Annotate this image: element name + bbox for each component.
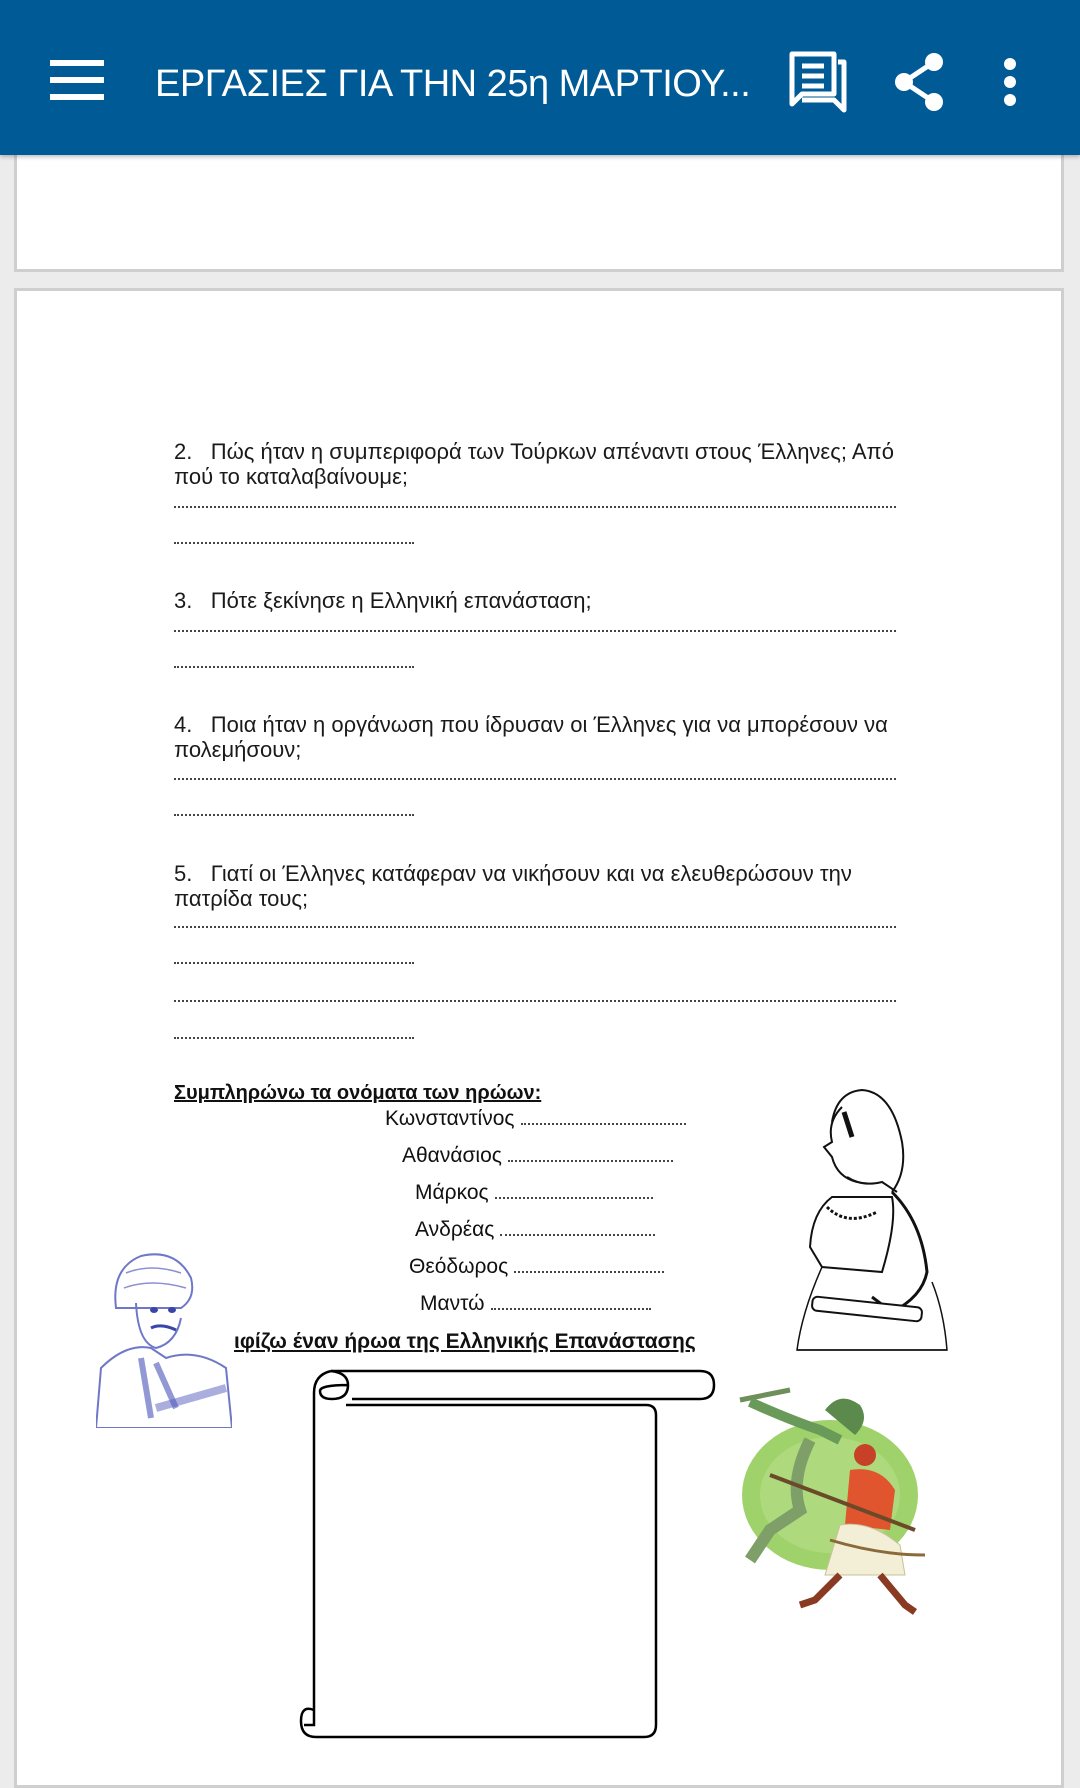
answer-line[interactable]	[174, 774, 896, 780]
question-number: 3.	[174, 588, 193, 613]
name-label: Μάρκος	[415, 1181, 489, 1204]
name-blank[interactable]	[514, 1257, 664, 1273]
name-label: Θεόδωρος	[409, 1255, 509, 1278]
question-number: 5.	[174, 861, 193, 886]
name-row	[415, 1181, 653, 1205]
question-4	[174, 712, 914, 762]
question-5	[174, 861, 914, 911]
name-row	[420, 1292, 651, 1316]
question-text-line1: Πώς ήταν η συμπεριφορά των Τούρκων απέναντι στους Έλληνες; Από	[210, 439, 894, 464]
name-label: Κωνσταντίνος	[385, 1107, 515, 1130]
name-blank[interactable]	[495, 1183, 653, 1199]
name-row	[385, 1107, 686, 1131]
answer-line[interactable]	[174, 626, 896, 632]
name-row	[409, 1255, 664, 1279]
name-label: Μαντώ	[420, 1292, 485, 1315]
question-text-line1: Πότε ξεκίνησε η Ελληνική επανάσταση;	[210, 588, 592, 613]
answer-line[interactable]	[174, 538, 414, 544]
draw-heading: ιφίζω έναν ήρωα της Ελληνικής Επανάστασης	[234, 1330, 696, 1353]
name-blank[interactable]	[491, 1294, 651, 1310]
question-3	[174, 588, 914, 613]
answer-line[interactable]	[174, 958, 414, 964]
hero-sketch-image	[96, 1248, 232, 1428]
share-icon[interactable]	[890, 50, 950, 114]
answer-line[interactable]	[174, 922, 896, 928]
question-text-line2: πού το καταλαβαίνουμε;	[174, 464, 409, 489]
drawing-scroll-frame[interactable]	[296, 1365, 716, 1745]
names-heading: Συμπληρώνω τα ονόματα των ηρώων:	[174, 1082, 542, 1104]
name-label: Ανδρέας	[415, 1218, 495, 1241]
answer-line[interactable]	[174, 996, 896, 1002]
comments-icon[interactable]	[788, 50, 848, 114]
name-row	[415, 1218, 655, 1242]
app-bar	[0, 0, 1080, 155]
question-2	[174, 439, 914, 489]
answer-line[interactable]	[174, 662, 414, 668]
question-number: 2.	[174, 439, 193, 464]
document-title: ΕΡΓΑΣΙΕΣ ΓΙΑ ΤΗΝ 25η ΜΑΡΤΙΟΥ...	[155, 63, 751, 105]
more-vert-icon[interactable]	[990, 50, 1030, 114]
menu-icon[interactable]	[50, 60, 104, 100]
answer-line[interactable]	[174, 810, 414, 816]
question-text-line2: πατρίδα τους;	[174, 886, 309, 911]
answer-line[interactable]	[174, 502, 896, 508]
question-text-line2: πολεμήσουν;	[174, 737, 302, 762]
name-blank[interactable]	[521, 1109, 686, 1125]
name-row	[402, 1144, 673, 1168]
name-blank[interactable]	[500, 1220, 655, 1236]
name-blank[interactable]	[508, 1146, 673, 1162]
name-label: Αθανάσιος	[402, 1144, 502, 1167]
question-text-line1: Ποια ήταν η οργάνωση που ίδρυσαν οι Έλληνες για να μπορέσουν να	[210, 712, 888, 737]
manto-sketch-image	[782, 1082, 952, 1352]
revolution-fighters-image	[730, 1380, 940, 1620]
question-number: 4.	[174, 712, 193, 737]
question-text-line1: Γιατί οι Έλληνες κατάφεραν να νικήσουν και να ελευθερώσουν την	[210, 861, 852, 886]
answer-line[interactable]	[174, 1033, 414, 1039]
